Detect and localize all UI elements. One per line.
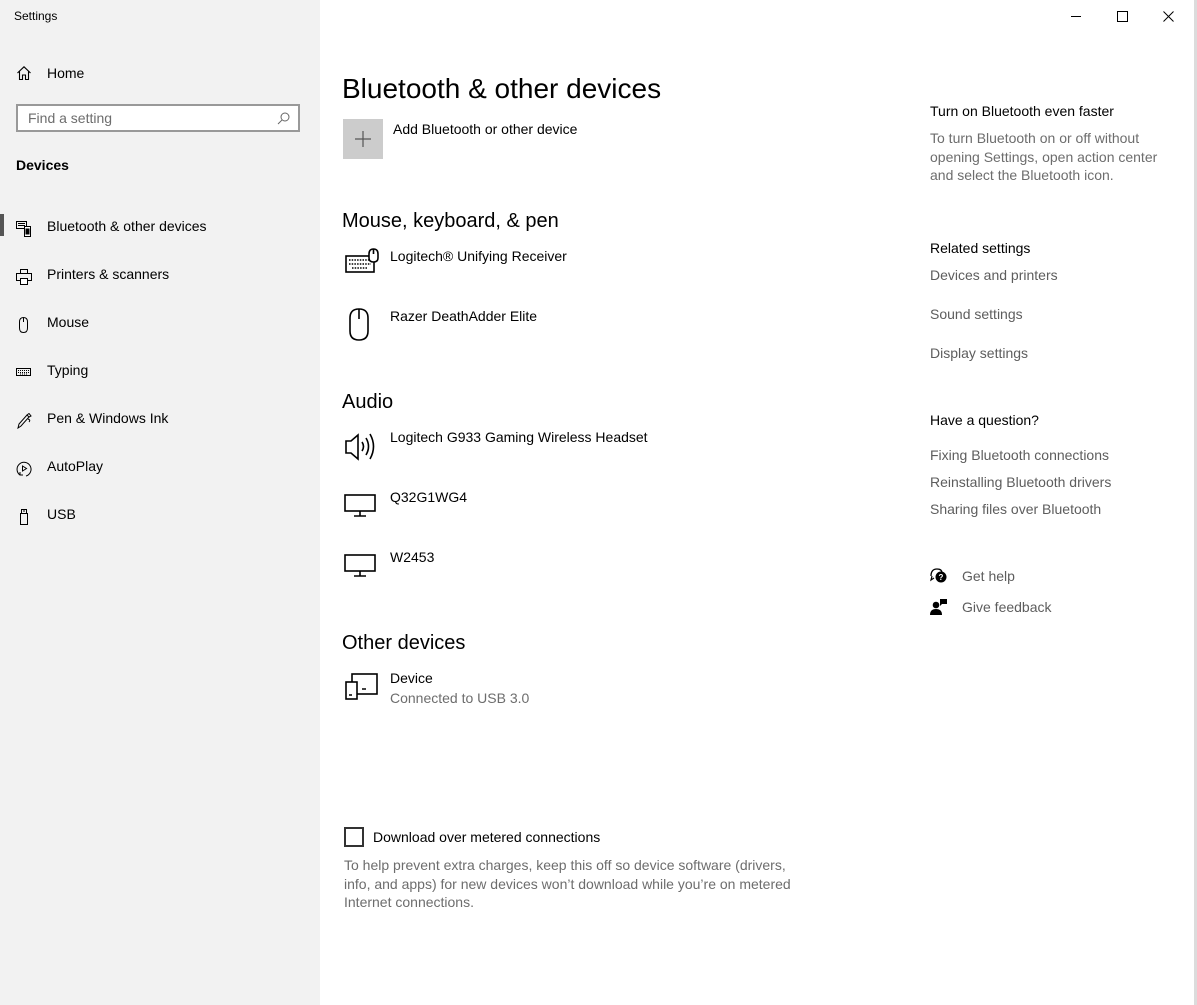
give-feedback-label: Give feedback (962, 598, 1052, 615)
sidebar (0, 0, 320, 1005)
link-sharing-files[interactable]: Sharing files over Bluetooth (930, 501, 1102, 517)
bluetooth-devices-icon (16, 221, 33, 237)
search-icon[interactable] (277, 112, 290, 125)
svg-text:?: ? (938, 573, 944, 582)
home-icon (16, 65, 32, 81)
related-settings-title: Related settings (930, 240, 1031, 256)
link-reinstalling-drivers[interactable]: Reinstalling Bluetooth drivers (930, 474, 1112, 490)
sidebar-item-label: Bluetooth & other devices (47, 218, 207, 234)
pen-icon (16, 413, 33, 429)
maximize-button[interactable] (1099, 0, 1145, 32)
get-help-icon (930, 567, 947, 584)
sidebar-item-label: Printers & scanners (47, 266, 170, 282)
speaker-icon (344, 429, 380, 465)
maximize-icon (1117, 11, 1128, 22)
link-display-settings[interactable]: Display settings (930, 345, 1029, 361)
add-device-tile[interactable] (343, 119, 383, 159)
sidebar-item-printers[interactable] (0, 253, 320, 301)
section-label: Devices (16, 157, 69, 173)
plus-icon (355, 131, 371, 147)
device-name: Device (390, 670, 433, 686)
sidebar-item-bluetooth[interactable] (0, 205, 320, 253)
keyboard-mouse-icon (344, 248, 380, 284)
add-device-label: Add Bluetooth or other device (393, 121, 578, 137)
home-button[interactable] (16, 62, 84, 84)
device-status: Connected to USB 3.0 (390, 690, 530, 706)
add-device-button[interactable] (343, 119, 577, 159)
metered-checkbox[interactable] (344, 827, 364, 847)
window-controls (1053, 0, 1191, 32)
sidebar-item-pen[interactable] (0, 397, 320, 445)
minimize-button[interactable] (1053, 0, 1099, 32)
device-name: Logitech® Unifying Receiver (390, 248, 567, 264)
home-label: Home (47, 65, 85, 81)
search-input[interactable] (18, 106, 268, 130)
give-feedback-link[interactable] (930, 598, 1052, 615)
sidebar-item-autoplay[interactable] (0, 445, 320, 493)
metered-description: To help prevent extra charges, keep this off so device software (drivers, info, and apps) for new devices won’t download while you’re on metered Internet connections. (344, 857, 791, 910)
sidebar-item-usb[interactable] (0, 493, 320, 541)
device-item[interactable] (344, 549, 724, 599)
group-title-audio: Audio (342, 391, 394, 413)
tip-title: Turn on Bluetooth even faster (930, 103, 1114, 119)
device-name: Logitech G933 Gaming Wireless Headset (390, 429, 648, 445)
group-title-input: Mouse, keyboard, & pen (342, 210, 559, 232)
close-icon (1163, 11, 1174, 22)
usb-icon (16, 509, 33, 525)
app-title: Settings (14, 9, 58, 23)
device-item[interactable] (344, 248, 724, 298)
get-help-link[interactable] (930, 567, 1015, 584)
sidebar-item-label: USB (47, 506, 76, 522)
search-box[interactable] (16, 104, 300, 132)
link-fixing-bluetooth[interactable]: Fixing Bluetooth connections (930, 447, 1109, 463)
device-name: W2453 (390, 549, 435, 565)
sidebar-item-label: Pen & Windows Ink (47, 410, 169, 426)
metered-checkbox-row[interactable] (344, 827, 600, 847)
device-item[interactable] (344, 489, 724, 539)
device-name: Q32G1WG4 (390, 489, 468, 505)
page-title: Bluetooth & other devices (342, 72, 662, 104)
sidebar-item-label: Mouse (47, 314, 90, 330)
metered-label: Download over metered connections (373, 829, 601, 845)
keyboard-icon (16, 365, 33, 381)
device-item[interactable] (344, 308, 724, 358)
generic-device-icon (344, 670, 380, 706)
sidebar-item-typing[interactable] (0, 349, 320, 397)
link-devices-and-printers[interactable]: Devices and printers (930, 267, 1058, 283)
group-title-other: Other devices (342, 632, 466, 654)
mouse-icon (344, 308, 380, 344)
autoplay-icon (16, 461, 33, 477)
get-help-label: Get help (962, 567, 1015, 584)
monitor-icon (344, 549, 380, 585)
sidebar-item-label: AutoPlay (47, 458, 104, 474)
device-item[interactable] (344, 429, 724, 479)
minimize-icon (1071, 11, 1082, 22)
tip-body: To turn Bluetooth on or off without opening Settings, open action center and select the Bluetooth icon. (930, 130, 1158, 183)
question-title: Have a question? (930, 412, 1039, 428)
monitor-icon (344, 489, 380, 525)
feedback-icon (930, 598, 947, 615)
device-name: Razer DeathAdder Elite (390, 308, 538, 324)
sidebar-item-mouse[interactable] (0, 301, 320, 349)
mouse-icon (16, 317, 33, 333)
close-button[interactable] (1145, 0, 1191, 32)
device-item[interactable] (344, 670, 724, 720)
printer-icon (16, 269, 33, 285)
sidebar-item-label: Typing (47, 362, 89, 378)
link-sound-settings[interactable]: Sound settings (930, 306, 1023, 322)
sidebar-nav (0, 205, 320, 541)
